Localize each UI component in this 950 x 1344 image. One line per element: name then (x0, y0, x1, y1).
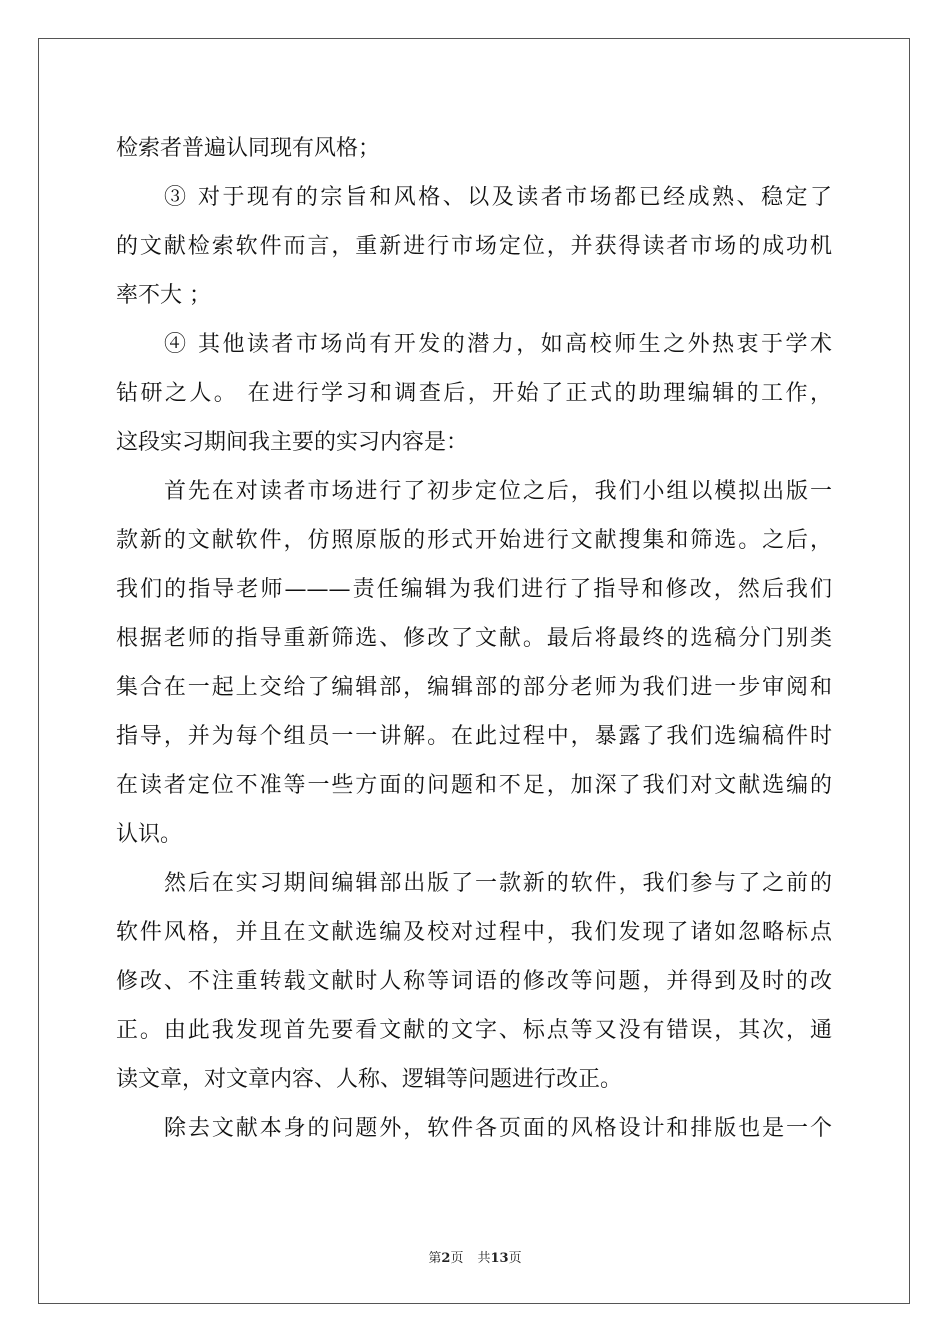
text-line: 在读者定位不准等一些方面的问题和不足，加深了我们对文献选编的 (116, 773, 832, 798)
text-line: 然后在实习期间编辑部出版了一款新的软件，我们参与了之前的 (164, 871, 832, 896)
text-line: ④ 其他读者市场尚有开发的潜力，如高校师生之外热衷于学术 (164, 332, 832, 357)
text-line: 根据老师的指导重新筛选、修改了文献。最后将最终的选稿分门别类 (116, 626, 832, 651)
text-line: 除去文献本身的问题外，软件各页面的风格设计和排版也是一个 (164, 1116, 832, 1141)
text-line: 修改、不注重转载文献时人称等词语的修改等问题，并得到及时的改 (116, 969, 832, 994)
text-line: ③ 对于现有的宗旨和风格、以及读者市场都已经成熟、稳定了 (164, 185, 832, 210)
page-number: 2 (441, 1251, 451, 1266)
page-suffix: 页 (450, 1251, 464, 1266)
text-line: 集合在一起上交给了编辑部，编辑部的部分老师为我们进一步审阅和 (116, 675, 832, 700)
text-line: 软件风格，并且在文献选编及校对过程中，我们发现了诸如忽略标点 (116, 920, 832, 945)
text-line: 我们的指导老师———责任编辑为我们进行了指导和修改，然后我们 (116, 577, 832, 602)
text-line: 认识。 (116, 822, 183, 847)
text-line: 读文章，对文章内容、人称、逻辑等问题进行改正。 (116, 1067, 623, 1092)
text-line: 的文献检索软件而言，重新进行市场定位，并获得读者市场的成功机 (116, 234, 832, 259)
text-line: 款新的文献软件，仿照原版的形式开始进行文献搜集和筛选。之后， (116, 528, 832, 553)
text-line: 钻研之人。 在进行学习和调查后，开始了正式的助理编辑的工作， (116, 381, 832, 406)
text-line: 检索者普遍认同现有风格； (116, 136, 381, 161)
page-prefix: 第 (428, 1251, 442, 1266)
text-line: 首先在对读者市场进行了初步定位之后，我们小组以模拟出版一 (164, 479, 832, 504)
text-line: 这段实习期间我主要的实习内容是： (116, 430, 469, 455)
text-line: 指导，并为每个组员一一讲解。在此过程中，暴露了我们选编稿件时 (116, 724, 832, 749)
total-pages: 13 (490, 1251, 509, 1266)
total-suffix: 页 (508, 1251, 522, 1266)
total-prefix: 共 (477, 1251, 491, 1266)
text-line: 率不大 ； (116, 283, 211, 308)
document-body (116, 124, 832, 1153)
page-footer (0, 1247, 950, 1266)
text-line: 正。由此我发现首先要看文献的文字、标点等又没有错误，其次，通 (116, 1018, 832, 1043)
